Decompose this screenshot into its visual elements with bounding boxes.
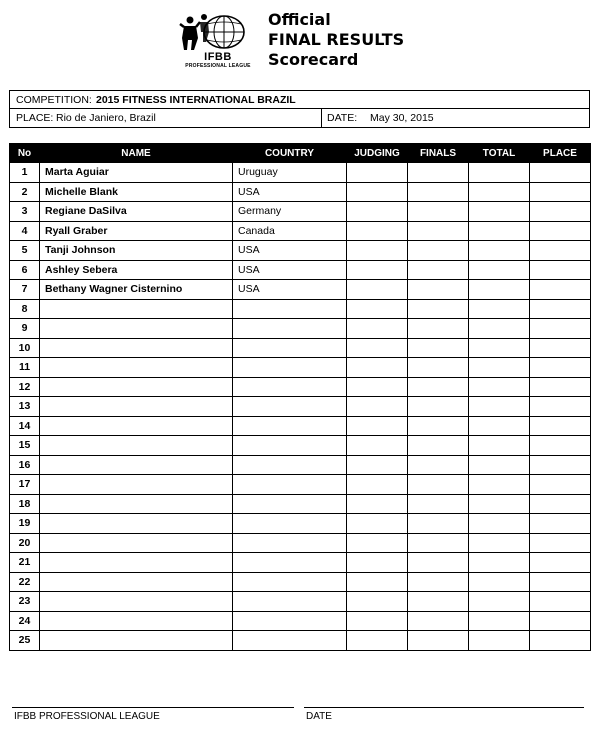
cell-country: Uruguay <box>233 163 347 183</box>
competition-value: 2015 FITNESS INTERNATIONAL BRAZIL <box>96 94 296 106</box>
cell-country <box>233 553 347 573</box>
cell-country <box>233 475 347 495</box>
cell-judging <box>347 514 408 534</box>
cell-place <box>530 163 591 183</box>
table-row <box>10 241 591 261</box>
cell-place <box>530 572 591 592</box>
cell-place <box>530 221 591 241</box>
cell-no: 2 <box>10 182 40 202</box>
cell-place <box>530 280 591 300</box>
cell-country <box>233 572 347 592</box>
cell-total <box>469 319 530 339</box>
cell-name: Regiane DaSilva <box>40 202 233 222</box>
cell-name <box>40 416 233 436</box>
cell-finals <box>408 611 469 631</box>
cell-judging <box>347 553 408 573</box>
cell-judging <box>347 202 408 222</box>
cell-judging <box>347 416 408 436</box>
cell-name <box>40 358 233 378</box>
scorecard-title <box>268 10 404 70</box>
cell-name <box>40 436 233 456</box>
col-header-country: COUNTRY <box>233 144 347 163</box>
cell-total <box>469 397 530 417</box>
cell-total <box>469 475 530 495</box>
cell-finals <box>408 572 469 592</box>
cell-total <box>469 299 530 319</box>
competition-label: COMPETITION: <box>16 94 92 106</box>
cell-no: 13 <box>10 397 40 417</box>
cell-judging <box>347 494 408 514</box>
cell-total <box>469 455 530 475</box>
cell-name: Ashley Sebera <box>40 260 233 280</box>
cell-finals <box>408 397 469 417</box>
table-row <box>10 280 591 300</box>
cell-judging <box>347 319 408 339</box>
cell-no: 10 <box>10 338 40 358</box>
table-row <box>10 572 591 592</box>
cell-name <box>40 572 233 592</box>
cell-country <box>233 631 347 651</box>
globe-athletes-icon <box>172 10 264 54</box>
cell-country <box>233 455 347 475</box>
results-body <box>10 163 591 651</box>
cell-no: 19 <box>10 514 40 534</box>
cell-finals <box>408 631 469 651</box>
cell-judging <box>347 397 408 417</box>
cell-name <box>40 514 233 534</box>
cell-no: 24 <box>10 611 40 631</box>
cell-no: 4 <box>10 221 40 241</box>
table-row <box>10 416 591 436</box>
cell-country <box>233 358 347 378</box>
table-row <box>10 475 591 495</box>
competition-info-box <box>9 90 590 128</box>
cell-total <box>469 631 530 651</box>
cell-name <box>40 299 233 319</box>
cell-total <box>469 221 530 241</box>
cell-place <box>530 358 591 378</box>
cell-total <box>469 377 530 397</box>
table-row <box>10 299 591 319</box>
cell-total <box>469 592 530 612</box>
cell-no: 20 <box>10 533 40 553</box>
cell-no: 21 <box>10 553 40 573</box>
cell-name: Marta Aguiar <box>40 163 233 183</box>
cell-country <box>233 416 347 436</box>
cell-name: Michelle Blank <box>40 182 233 202</box>
cell-country: USA <box>233 260 347 280</box>
cell-finals <box>408 299 469 319</box>
cell-place <box>530 416 591 436</box>
cell-total <box>469 260 530 280</box>
col-header-place: PLACE <box>530 144 591 163</box>
table-row <box>10 553 591 573</box>
cell-finals <box>408 241 469 261</box>
table-row <box>10 533 591 553</box>
cell-name <box>40 592 233 612</box>
table-row <box>10 611 591 631</box>
place-date-row <box>10 109 589 127</box>
cell-name: Bethany Wagner Cisternino <box>40 280 233 300</box>
cell-total <box>469 436 530 456</box>
cell-place <box>530 611 591 631</box>
cell-finals <box>408 416 469 436</box>
date-label: DATE: <box>327 112 358 124</box>
cell-no: 12 <box>10 377 40 397</box>
cell-place <box>530 202 591 222</box>
cell-judging <box>347 572 408 592</box>
col-header-name: NAME <box>40 144 233 163</box>
cell-name: Ryall Graber <box>40 221 233 241</box>
cell-no: 5 <box>10 241 40 261</box>
cell-judging <box>347 182 408 202</box>
cell-judging <box>347 475 408 495</box>
cell-place <box>530 455 591 475</box>
cell-judging <box>347 221 408 241</box>
cell-country: Canada <box>233 221 347 241</box>
cell-place <box>530 260 591 280</box>
cell-judging <box>347 280 408 300</box>
cell-total <box>469 338 530 358</box>
cell-judging <box>347 455 408 475</box>
cell-no: 18 <box>10 494 40 514</box>
col-header-no: No <box>10 144 40 163</box>
cell-finals <box>408 377 469 397</box>
cell-total <box>469 572 530 592</box>
cell-finals <box>408 436 469 456</box>
cell-country <box>233 319 347 339</box>
cell-judging <box>347 592 408 612</box>
cell-no: 16 <box>10 455 40 475</box>
cell-place <box>530 436 591 456</box>
cell-no: 8 <box>10 299 40 319</box>
cell-finals <box>408 475 469 495</box>
cell-total <box>469 514 530 534</box>
cell-total <box>469 163 530 183</box>
cell-finals <box>408 494 469 514</box>
cell-judging <box>347 377 408 397</box>
cell-country <box>233 397 347 417</box>
cell-finals <box>408 163 469 183</box>
table-row <box>10 260 591 280</box>
cell-place <box>530 533 591 553</box>
cell-no: 11 <box>10 358 40 378</box>
table-row <box>10 631 591 651</box>
cell-country <box>233 338 347 358</box>
cell-country <box>233 377 347 397</box>
table-row <box>10 163 591 183</box>
cell-finals <box>408 553 469 573</box>
table-row <box>10 221 591 241</box>
col-header-judging: JUDGING <box>347 144 408 163</box>
cell-judging <box>347 299 408 319</box>
cell-place <box>530 397 591 417</box>
date-value: May 30, 2015 <box>370 112 434 124</box>
cell-finals <box>408 319 469 339</box>
cell-total <box>469 416 530 436</box>
table-row <box>10 436 591 456</box>
cell-judging <box>347 436 408 456</box>
table-row <box>10 358 591 378</box>
cell-no: 23 <box>10 592 40 612</box>
place-label: PLACE: <box>16 112 54 124</box>
cell-name <box>40 494 233 514</box>
cell-finals <box>408 358 469 378</box>
table-row <box>10 338 591 358</box>
cell-place <box>530 377 591 397</box>
cell-country <box>233 611 347 631</box>
cell-name <box>40 319 233 339</box>
cell-no: 15 <box>10 436 40 456</box>
cell-country: Germany <box>233 202 347 222</box>
table-row <box>10 592 591 612</box>
cell-country <box>233 533 347 553</box>
cell-total <box>469 182 530 202</box>
table-row <box>10 514 591 534</box>
title-line-3: Scorecard <box>268 50 359 69</box>
place-value: Rio de Janiero, Brazil <box>56 112 156 124</box>
cell-no: 9 <box>10 319 40 339</box>
cell-name <box>40 475 233 495</box>
table-row <box>10 494 591 514</box>
col-header-total: TOTAL <box>469 144 530 163</box>
cell-name <box>40 338 233 358</box>
cell-name <box>40 611 233 631</box>
col-header-finals: FINALS <box>408 144 469 163</box>
cell-place <box>530 299 591 319</box>
cell-name <box>40 397 233 417</box>
cell-finals <box>408 514 469 534</box>
cell-total <box>469 241 530 261</box>
cell-no: 17 <box>10 475 40 495</box>
cell-name <box>40 631 233 651</box>
cell-judging <box>347 338 408 358</box>
logo-wordmark: IFBB PROFESSIONAL LEAGUE <box>185 51 251 69</box>
cell-judging <box>347 631 408 651</box>
cell-finals <box>408 338 469 358</box>
cell-no: 25 <box>10 631 40 651</box>
cell-country <box>233 592 347 612</box>
cell-country: USA <box>233 182 347 202</box>
date-signature-label: DATE <box>306 711 332 722</box>
cell-judging <box>347 533 408 553</box>
cell-country <box>233 514 347 534</box>
table-header-row <box>10 144 591 163</box>
cell-finals <box>408 592 469 612</box>
league-signature-label: IFBB PROFESSIONAL LEAGUE <box>14 711 160 722</box>
cell-judging <box>347 611 408 631</box>
cell-total <box>469 202 530 222</box>
cell-name: Tanji Johnson <box>40 241 233 261</box>
cell-judging <box>347 260 408 280</box>
cell-judging <box>347 358 408 378</box>
cell-total <box>469 280 530 300</box>
cell-name <box>40 533 233 553</box>
cell-finals <box>408 202 469 222</box>
cell-total <box>469 494 530 514</box>
table-row <box>10 455 591 475</box>
date-signature-line <box>304 707 584 708</box>
cell-place <box>530 631 591 651</box>
cell-judging <box>347 241 408 261</box>
cell-place <box>530 319 591 339</box>
table-row <box>10 202 591 222</box>
cell-place <box>530 182 591 202</box>
cell-no: 7 <box>10 280 40 300</box>
cell-judging <box>347 163 408 183</box>
cell-place <box>530 494 591 514</box>
cell-finals <box>408 533 469 553</box>
cell-place <box>530 514 591 534</box>
cell-total <box>469 358 530 378</box>
competition-row <box>10 91 589 109</box>
cell-country: USA <box>233 280 347 300</box>
cell-no: 22 <box>10 572 40 592</box>
cell-country <box>233 494 347 514</box>
cell-name <box>40 553 233 573</box>
cell-total <box>469 611 530 631</box>
league-signature-line <box>12 707 294 708</box>
table-row <box>10 397 591 417</box>
ifbb-logo <box>172 10 264 72</box>
cell-place <box>530 241 591 261</box>
cell-place <box>530 592 591 612</box>
cell-total <box>469 553 530 573</box>
cell-name <box>40 377 233 397</box>
results-table <box>9 143 591 651</box>
cell-name <box>40 455 233 475</box>
cell-country: USA <box>233 241 347 261</box>
title-line-2: FINAL RESULTS <box>268 30 405 49</box>
cell-no: 6 <box>10 260 40 280</box>
cell-total <box>469 533 530 553</box>
title-line-1: Official <box>268 10 331 29</box>
table-row <box>10 182 591 202</box>
cell-place <box>530 338 591 358</box>
cell-place <box>530 553 591 573</box>
cell-country <box>233 299 347 319</box>
table-row <box>10 377 591 397</box>
cell-finals <box>408 455 469 475</box>
info-divider <box>321 109 322 127</box>
cell-place <box>530 475 591 495</box>
cell-no: 1 <box>10 163 40 183</box>
cell-finals <box>408 260 469 280</box>
cell-country <box>233 436 347 456</box>
cell-finals <box>408 182 469 202</box>
cell-finals <box>408 221 469 241</box>
table-row <box>10 319 591 339</box>
cell-no: 3 <box>10 202 40 222</box>
cell-finals <box>408 280 469 300</box>
cell-no: 14 <box>10 416 40 436</box>
